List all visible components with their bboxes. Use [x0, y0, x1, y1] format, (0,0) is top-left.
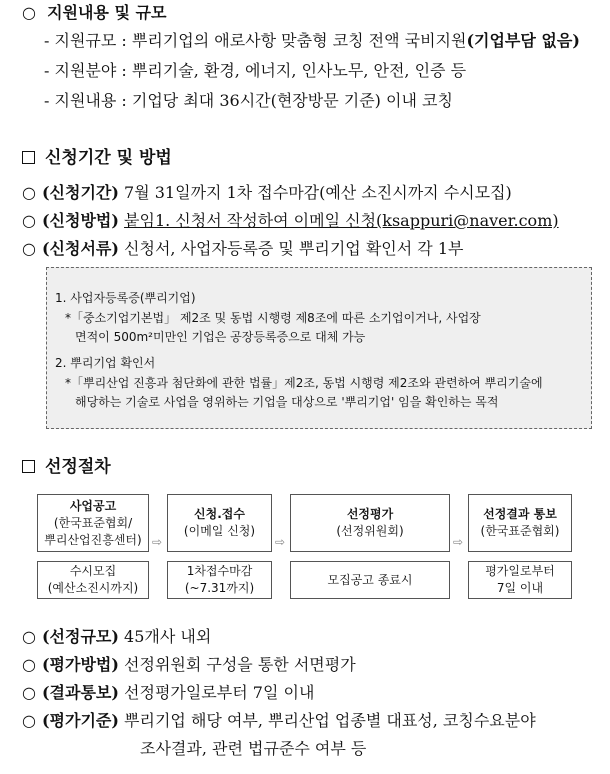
flow-note-application: 1차접수마감 (~7.31까지) — [167, 561, 272, 599]
square-bullet-icon — [22, 151, 35, 164]
note-2-title: 2. 뿌리기업 확인서 — [55, 356, 156, 370]
square-bullet-icon — [22, 460, 35, 473]
note-1-line-1: *「중소기업기본법」 제2조 및 동법 시행령 제8조에 따른 소기업이거나, 사업장 — [65, 311, 481, 325]
note-1-line-2: 면적이 500m²미만인 기업은 공장등록증으로 대체 가능 — [75, 330, 366, 344]
note-1-title: 1. 사업자등록증(뿌리기업) — [55, 291, 196, 305]
flow-step-announcement: 사업공고 (한국표준협회/ 뿌리산업진흥센터) — [37, 494, 149, 552]
selection-method: ○ (평가방법) 선정위원회 구성을 통한 서면평가 — [22, 655, 356, 674]
support-heading: ○ 지원내용 및 규모 — [22, 3, 167, 22]
flow-step-application: 신청.접수 (이메일 신청) — [167, 494, 272, 552]
selection-criteria-cont: 조사결과, 관련 법규준수 여부 등 — [140, 739, 367, 758]
selection-criteria: ○ (평가기준) 뿌리기업 해당 여부, 뿌리산업 업종별 대표성, 코칭수요분야 — [22, 711, 536, 730]
circle-bullet-icon: ○ — [22, 711, 36, 730]
circle-bullet-icon: ○ — [22, 239, 36, 258]
application-period: ○ (신청기간) 7월 31일까지 1차 접수마감(예산 소진시까지 수시모집) — [22, 183, 512, 202]
circle-bullet-icon: ○ — [22, 627, 36, 646]
application-heading: 신청기간 및 방법 — [22, 146, 172, 170]
flow-arrow-icon: ⇨ — [275, 535, 286, 549]
application-method: ○ (신청방법) 붙임1. 신청서 작성하여 이메일 신청(ksappuri@naver.com) — [22, 211, 559, 230]
note-2-line-1: *「뿌리산업 진흥과 첨단화에 관한 법률」제2조, 동법 시행령 제2조와 관련하여 뿌리기술에 — [65, 376, 543, 390]
support-item-content: - 지원내용 : 기업당 최대 36시간(현장방문 기준) 이내 코칭 — [44, 91, 453, 110]
flow-note-announcement: 수시모집 (예산소진시까지) — [37, 561, 149, 599]
circle-bullet-icon: ○ — [22, 211, 36, 230]
flow-note-result: 평가일로부터 7일 이내 — [468, 561, 572, 599]
note-2-line-2: 해당하는 기술로 사업을 영위하는 기업을 대상으로 '뿌리기업' 임을 확인하는 목적 — [75, 395, 499, 409]
circle-bullet-icon: ○ — [22, 183, 36, 202]
circle-bullet-icon: ○ — [22, 3, 36, 22]
selection-heading: 선정절차 — [22, 455, 111, 479]
support-item-scale: - 지원규모 : 뿌리기업의 애로사항 맞춤형 코칭 전액 국비지원(기업부담 없음) — [44, 31, 580, 50]
flow-arrow-icon: ⇨ — [152, 535, 163, 549]
flow-arrow-icon: ⇨ — [453, 535, 464, 549]
flow-step-evaluation: 선정평가 (선정위원회) — [290, 494, 450, 552]
application-documents: ○ (신청서류) 신청서, 사업자등록증 및 뿌리기업 확인서 각 1부 — [22, 239, 464, 258]
flow-step-result: 선정결과 통보 (한국표준협회) — [468, 494, 572, 552]
support-item-field: - 지원분야 : 뿌리기술, 환경, 에너지, 인사노무, 안전, 인증 등 — [44, 61, 467, 80]
documents-note-box — [46, 267, 592, 429]
selection-scale: ○ (선정규모) 45개사 내외 — [22, 627, 212, 646]
circle-bullet-icon: ○ — [22, 683, 36, 702]
selection-notification: ○ (결과통보) 선정평가일로부터 7일 이내 — [22, 683, 315, 702]
flow-note-evaluation: 모집공고 종료시 — [290, 561, 450, 599]
circle-bullet-icon: ○ — [22, 655, 36, 674]
application-method-link[interactable]: 붙임1. 신청서 작성하여 이메일 신청(ksappuri@naver.com) — [124, 211, 559, 230]
